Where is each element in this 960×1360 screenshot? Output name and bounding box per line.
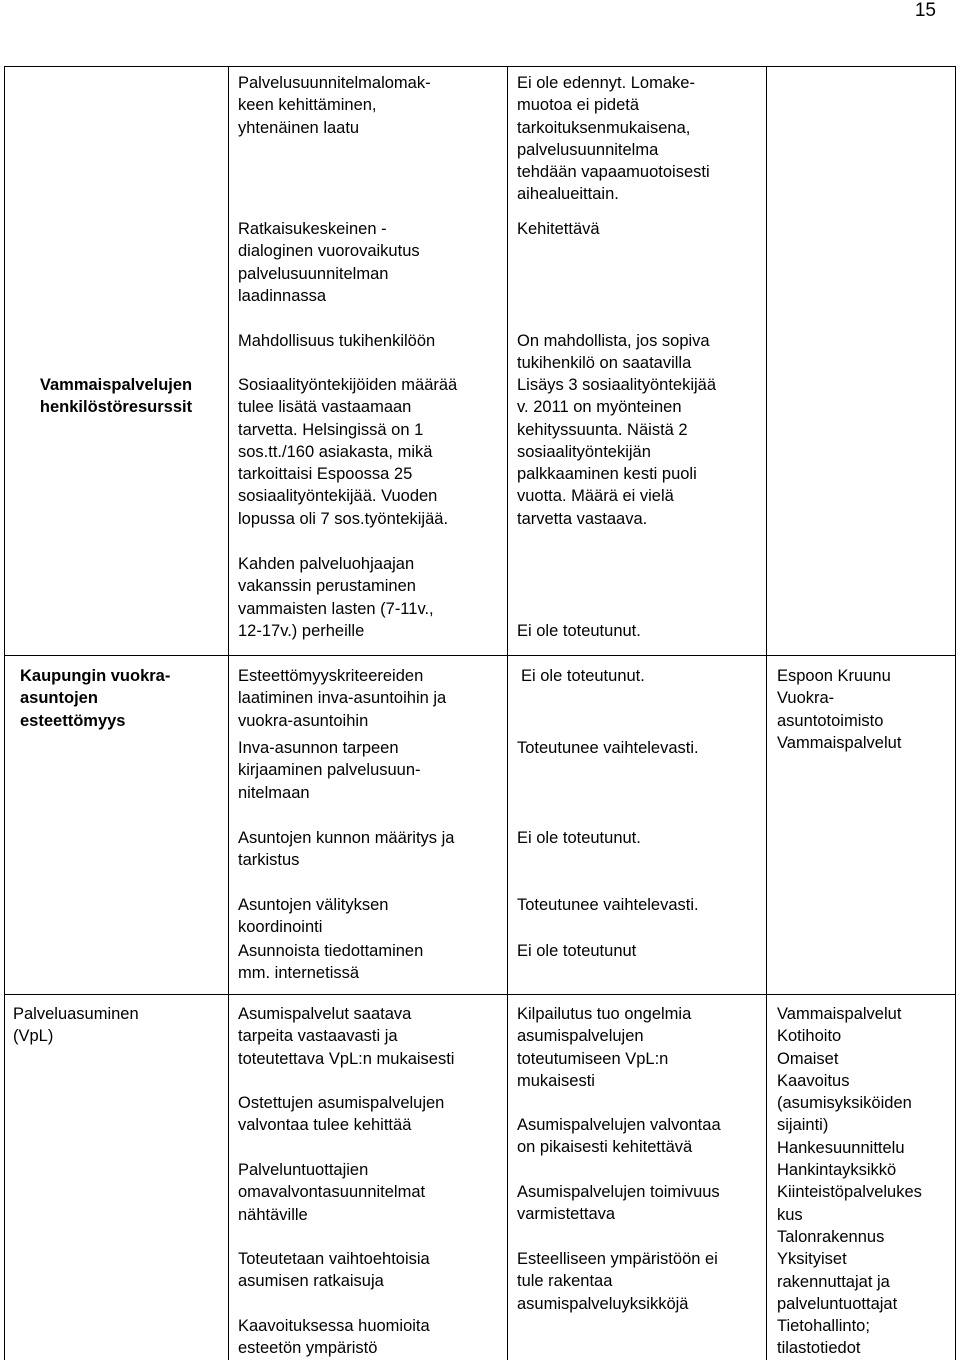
status-text: Asumispalvelujen valvontaa on pikaisesti kehitettävä	[517, 1116, 721, 1157]
column-divider	[766, 66, 767, 1360]
status-text: Ei ole toteutunut.	[517, 829, 641, 847]
measure-text: Inva-asunnon tarpeen kirjaaminen palvelusuun- nitelmaan	[238, 739, 421, 802]
status-text: Ei ole toteutunut.	[521, 667, 645, 685]
column-divider	[507, 66, 508, 1360]
status-text: Lisäys 3 sosiaalityöntekijää v. 2011 on myönteinen kehityssuunta. Näistä 2 sosiaalityöntekijän palkkaaminen kesti puoli vuotta. Määrä ei vielä tarvetta vastaava.	[517, 376, 717, 528]
status-text: Esteelliseen ympäristöön ei tule rakentaa asumispalveluyksikköjä	[517, 1250, 718, 1313]
page-number: 15	[914, 0, 936, 21]
measure-text: Kaavoituksessa huomioita esteetön ympäristö	[238, 1317, 430, 1358]
status-text: Kilpailutus tuo ongelmia asumispalvelujen toteutumiseen VpL:n mukaisesti	[517, 1005, 692, 1090]
measure-text: Palvelusuunnitelmalomak- keen kehittäminen, yhtenäinen laatu	[238, 74, 431, 137]
row-divider	[4, 655, 956, 656]
category-label: Kaupungin vuokra- asuntojen esteettömyys	[20, 667, 171, 730]
measure-text: Asumispalvelut saatava tarpeita vastaavasti ja toteutettava VpL:n mukaisesti	[238, 1005, 455, 1068]
status-text: Ei ole edennyt. Lomake- muotoa ei pidetä tarkoituksenmukaisena, palvelusuunnitelma tehdään vapaamuotoisesti aihealueittain.	[517, 74, 710, 204]
responsible-text: Espoon Kruunu Vuokra- asuntotoimisto Vammaispalvelut	[777, 667, 902, 752]
measure-text: Esteettömyyskriteereiden laatiminen inva-asuntoihin ja vuokra-asuntoihin	[238, 667, 447, 730]
status-text: Ei ole toteutunut	[517, 942, 637, 960]
category-label: Vammaispalvelujen henkilöstöresurssit	[39, 376, 193, 417]
measure-text: Ostettujen asumispalvelujen valvontaa tulee kehittää	[238, 1094, 445, 1135]
status-text: Asumispalvelujen toimivuus varmistettava	[517, 1183, 720, 1224]
measure-text: Asuntojen kunnon määritys ja tarkistus	[238, 829, 455, 870]
measure-text: Ratkaisukeskeinen - dialoginen vuorovaikutus palvelusuunnitelman laadinnassa	[238, 220, 420, 305]
measure-text: Toteutetaan vaihtoehtoisia asumisen ratkaisuja	[238, 1250, 430, 1291]
responsible-text: Vammaispalvelut Kotihoito Omaiset Kaavoitus (asumisyksiköiden sijainti) Hankesuunnittelu Hankintayksikkö Kiinteistöpalvelukes kus Talonrakennus Yksityiset rakennuttajat ja palveluntuottajat Tietohallinto; tilastotiedot	[777, 1005, 922, 1358]
measure-text: Palveluntuottajien omavalvontasuunnitelmat nähtäville	[238, 1161, 426, 1224]
measure-text: Asuntojen välityksen koordinointi	[238, 896, 389, 937]
category-label: Palveluasuminen (VpL)	[13, 1005, 139, 1046]
status-text: On mahdollista, jos sopiva tukihenkilö on saatavilla	[517, 332, 710, 373]
status-text: Kehitettävä	[517, 220, 600, 238]
measure-text: Sosiaalityöntekijöiden määrää tulee lisätä vastaamaan tarvetta. Helsingissä on 1 sos.tt./160 asiakasta, mikä tarkoittaisi Espoossa 25 sosiaalityöntekijää. Vuoden lopussa oli 7 sos.työntekijää.	[238, 376, 458, 528]
measure-text: Asunnoista tiedottaminen mm. internetissä	[238, 942, 424, 983]
status-text: Toteutunee vaihtelevasti.	[517, 739, 699, 757]
status-text: Ei ole toteutunut.	[517, 622, 641, 640]
row-divider	[4, 994, 956, 995]
measure-text: Mahdollisuus tukihenkilöön	[238, 332, 436, 350]
status-text: Toteutunee vaihtelevasti.	[517, 896, 699, 914]
measure-text: Kahden palveluohjaajan vakanssin perustaminen vammaisten lasten (7-11v., 12-17v.) perheille	[238, 555, 434, 640]
column-divider	[228, 66, 229, 1360]
